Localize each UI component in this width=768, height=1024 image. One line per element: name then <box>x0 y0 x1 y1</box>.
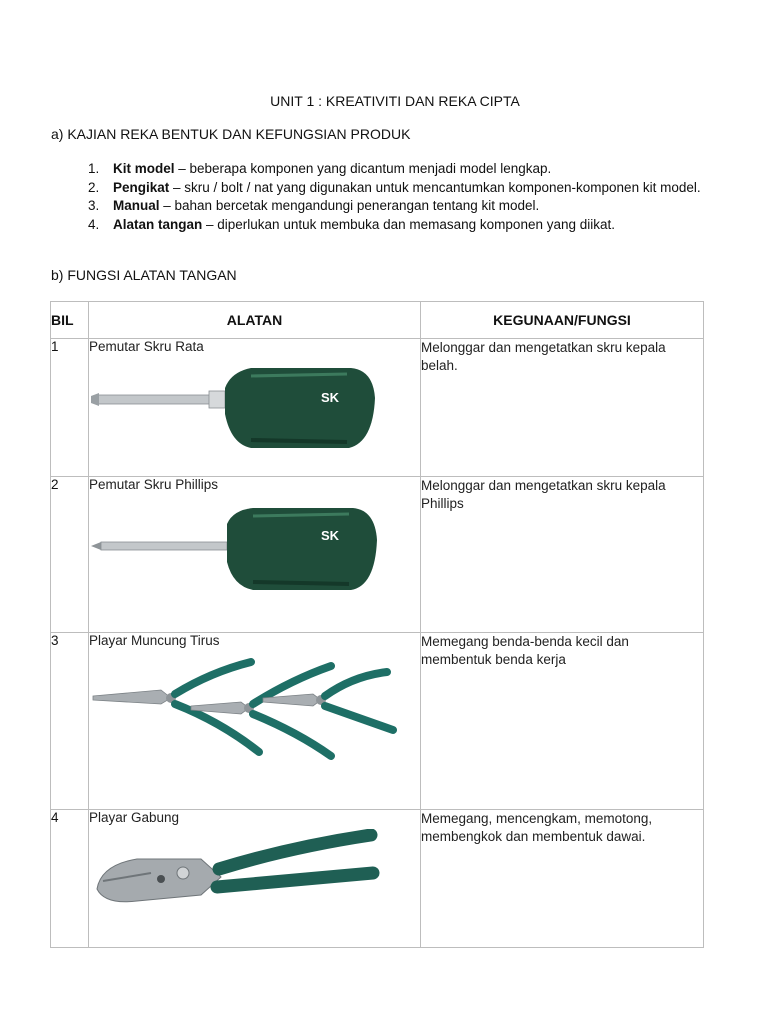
tool-function: Memegang benda-benda kecil dan membentuk benda kerja <box>421 633 704 810</box>
table-row <box>51 339 704 477</box>
flat-screwdriver-image <box>91 358 381 458</box>
tool-cell <box>89 477 421 633</box>
list-term: Manual <box>113 198 160 213</box>
list-description: – beberapa komponen yang dicantum menjadi model lengkap. <box>174 161 552 176</box>
tool-cell <box>89 339 421 477</box>
tool-function: Melonggar dan mengetatkan skru kepala Phillips <box>421 477 704 633</box>
tool-function: Memegang, mencengkam, memotong, membengkok dan membentuk dawai. <box>421 810 704 948</box>
list-number: 2. <box>88 179 100 195</box>
header-bil: BIL <box>51 302 89 339</box>
tool-name: Playar Gabung <box>89 810 180 825</box>
header-alatan: ALATAN <box>89 302 421 339</box>
tool-name: Pemutar Skru Phillips <box>89 477 219 492</box>
table-row <box>51 810 704 948</box>
list-description: – skru / bolt / nat yang digunakan untuk mencantumkan komponen-komponen kit model. <box>169 179 701 195</box>
list-number: 3. <box>88 198 100 213</box>
tool-function: Melonggar dan mengetatkan skru kepala belah. <box>421 339 704 477</box>
slip-joint-pliers-image <box>91 829 381 929</box>
product-study-list <box>88 160 718 234</box>
list-item <box>88 179 718 198</box>
list-term: Pengikat <box>113 179 170 195</box>
tool-cell <box>89 810 421 948</box>
list-description: – diperlukan untuk membuka dan memasang komponen yang diikat. <box>202 216 616 232</box>
list-term: Alatan tangan <box>113 216 203 232</box>
brand-label: SK <box>321 390 340 405</box>
table-header-row <box>51 302 704 339</box>
header-kegunaan: KEGUNAAN/FUNGSI <box>421 302 704 339</box>
list-number: 1. <box>88 161 100 176</box>
list-number: 4. <box>88 216 100 232</box>
phillips-screwdriver-image <box>91 496 381 606</box>
document-title: UNIT 1 : KREATIVITI DAN REKA CIPTA <box>270 93 520 109</box>
hand-tools-table <box>50 301 704 948</box>
list-item <box>88 216 718 235</box>
brand-label: SK <box>321 528 340 543</box>
needle-nose-pliers-image <box>91 652 401 772</box>
row-number: 3 <box>51 633 89 810</box>
list-description: – bahan bercetak mengandungi penerangan tentang kit model. <box>159 198 540 213</box>
tool-name: Playar Muncung Tirus <box>89 633 220 648</box>
row-number: 4 <box>51 810 89 948</box>
list-item <box>88 160 718 179</box>
table-row <box>51 477 704 633</box>
table-row <box>51 633 704 810</box>
section-b-heading: b) FUNGSI ALATAN TANGAN <box>51 267 237 283</box>
list-term: Kit model <box>113 161 175 176</box>
row-number: 1 <box>51 339 89 477</box>
row-number: 2 <box>51 477 89 633</box>
tool-name: Pemutar Skru Rata <box>89 339 204 354</box>
list-item <box>88 197 718 216</box>
tool-cell <box>89 633 421 810</box>
section-a-heading: a) KAJIAN REKA BENTUK DAN KEFUNGSIAN PRODUK <box>51 126 411 142</box>
